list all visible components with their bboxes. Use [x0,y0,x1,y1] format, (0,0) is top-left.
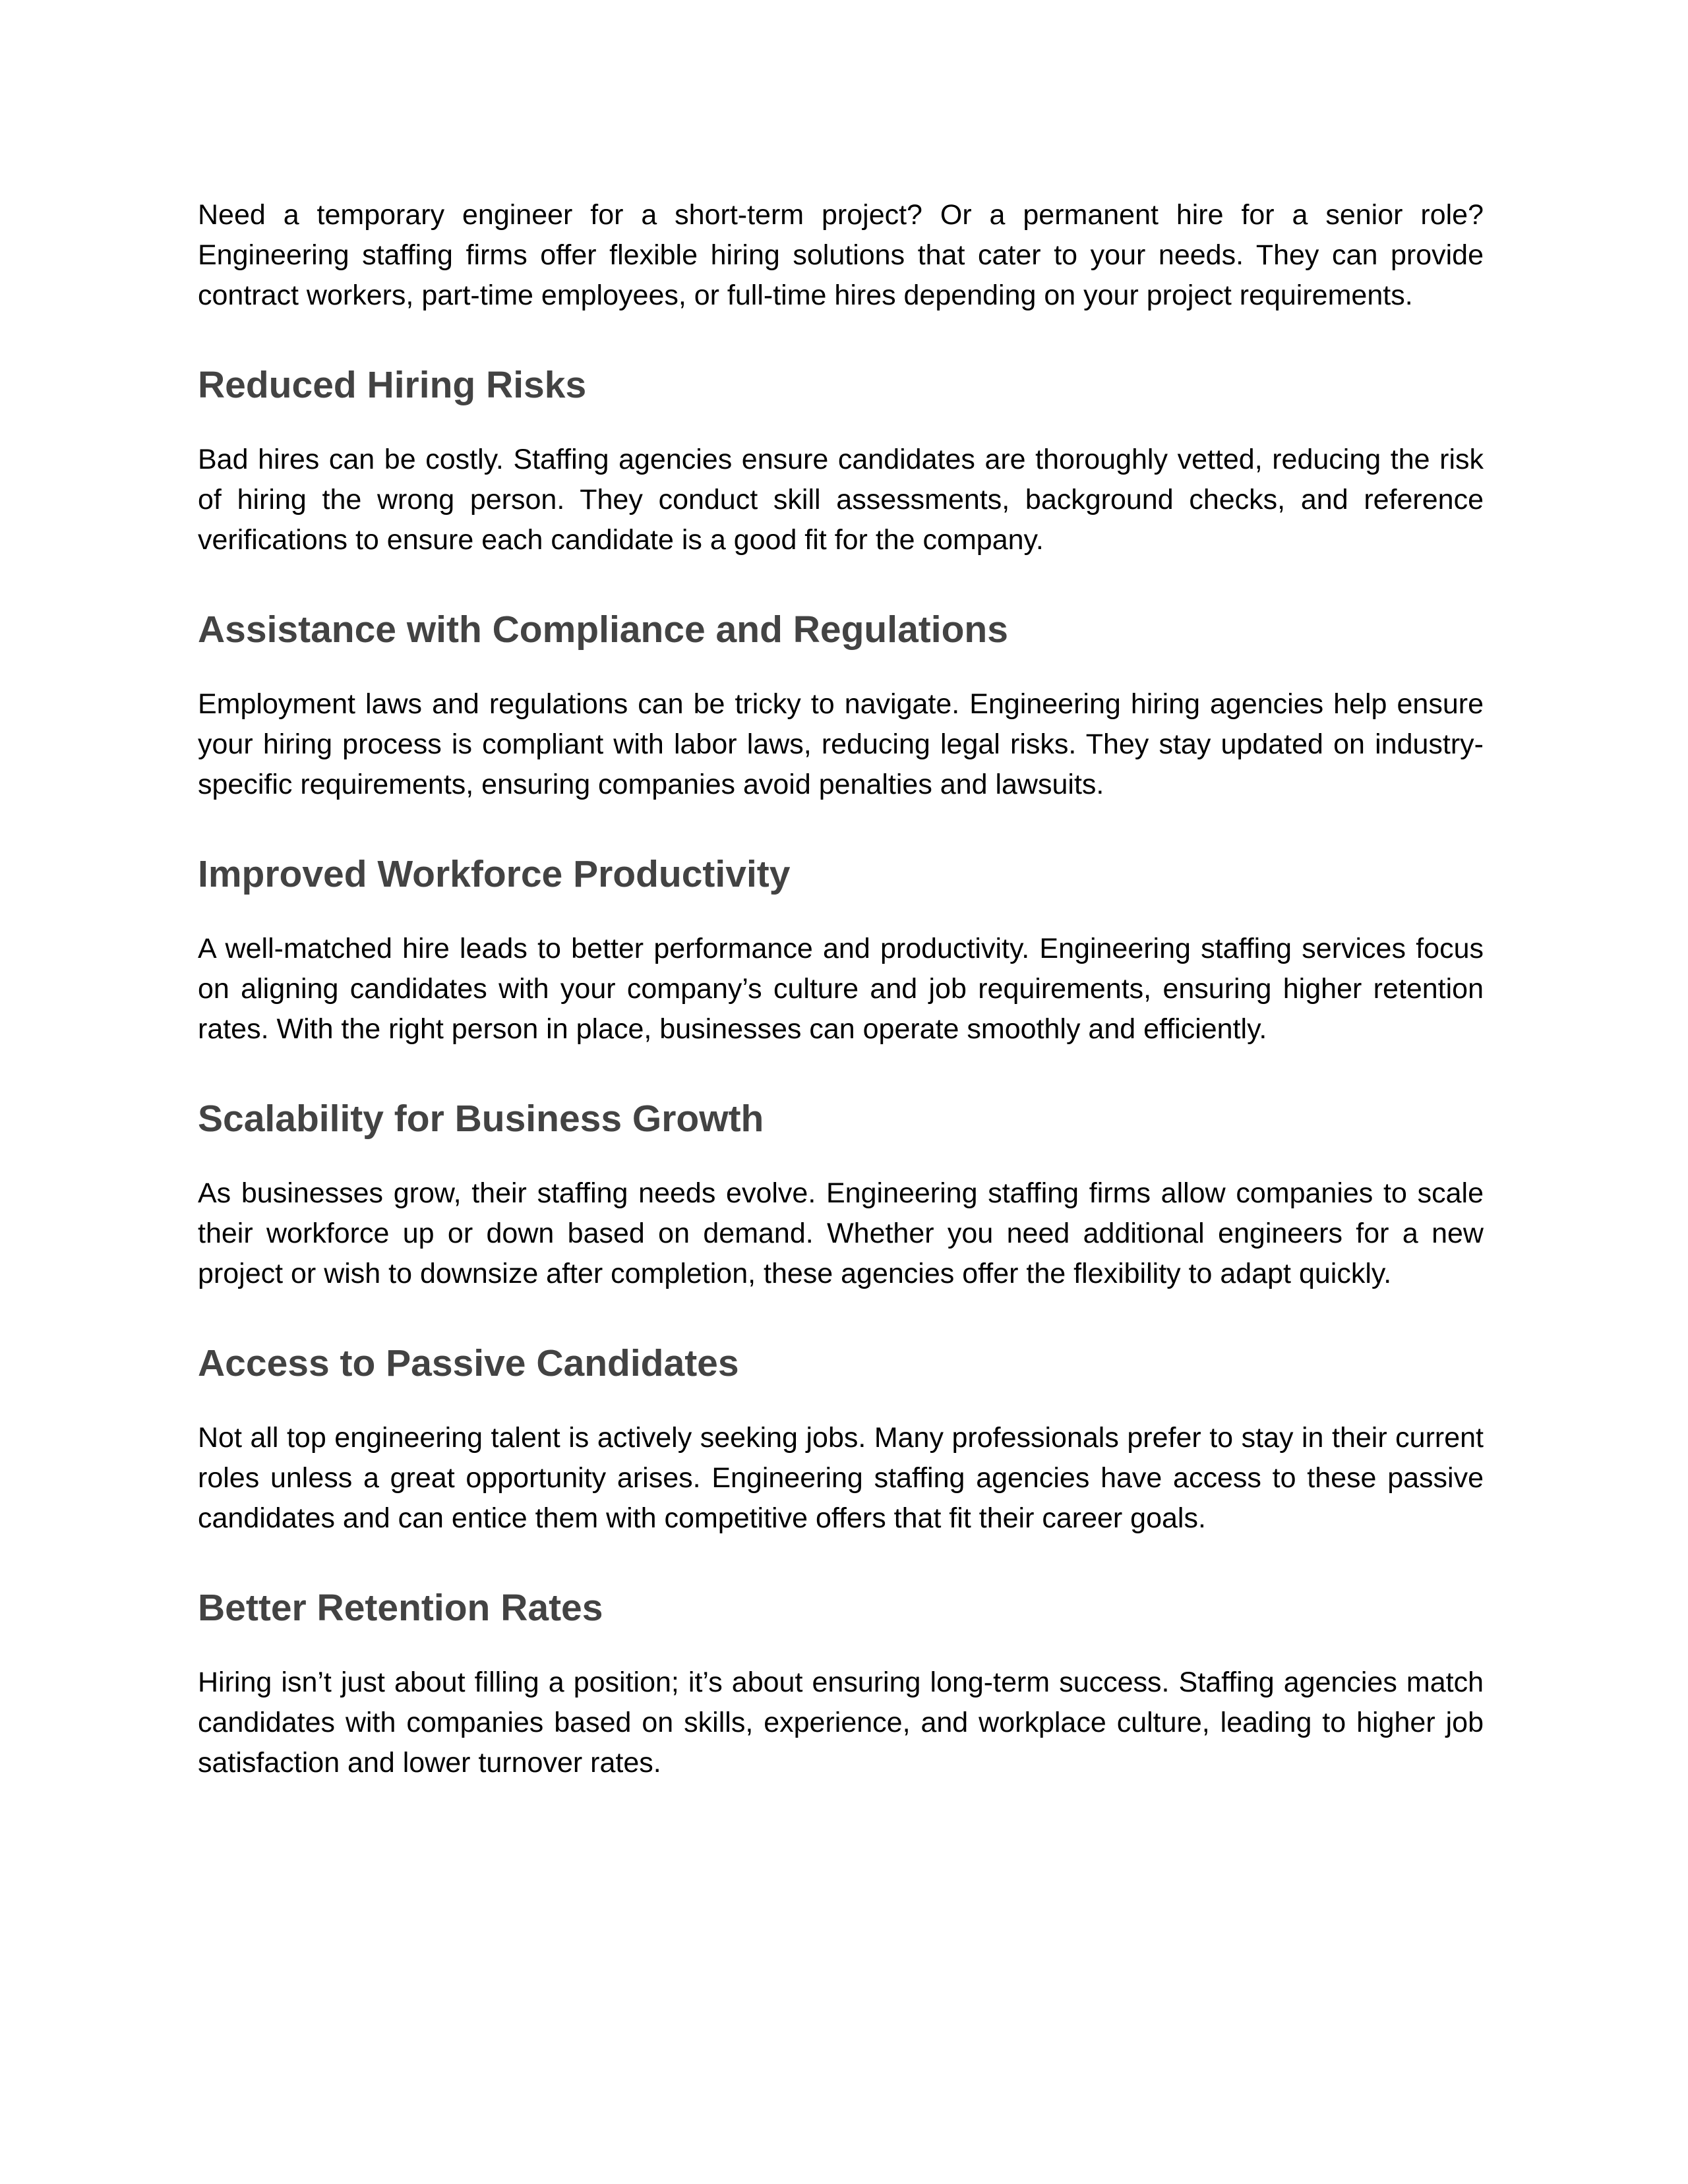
section-paragraph: As businesses grow, their staffing needs evolve. Engineering staffing firms allow companies to scale their workforce up or down based on demand. Whether you need additional engineers for a new project or wish to downsize after completion, these agencies offer the flexibility to adapt quickly. [198,1177,1484,1289]
section-heading: Improved Workforce Productivity [198,853,791,895]
section-heading: Reduced Hiring Risks [198,364,587,406]
section-reduced-hiring-risks [198,362,1484,560]
section-passive-candidates [198,1340,1484,1539]
document-page [198,195,1484,1783]
section-heading: Access to Passive Candidates [198,1342,739,1384]
section-paragraph: Not all top engineering talent is actively seeking jobs. Many professionals prefer to stay in their current roles unless a great opportunity arises. Engineering staffing agencies have access to these passive candidates and can entice them with competitive offers that fit their career goals. [198,1422,1484,1534]
section-heading: Assistance with Compliance and Regulations [198,608,1008,651]
section-heading: Scalability for Business Growth [198,1098,764,1140]
section-retention-rates [198,1585,1484,1783]
intro-paragraph: Need a temporary engineer for a short-term project? Or a permanent hire for a senior role? Engineering staffing firms offer flexible hiring solutions that cater to your needs. They can provide contract workers, part-time employees, or full-time hires depending on your project requirements. [198,199,1484,311]
section-workforce-productivity [198,851,1484,1049]
section-paragraph: Bad hires can be costly. Staffing agencies ensure candidates are thoroughly vetted, reducing the risk of hiring the wrong person. They conduct skill assessments, background checks, and reference verifications to ensure each candidate is a good fit for the company. [198,444,1484,556]
section-heading: Better Retention Rates [198,1587,603,1629]
section-paragraph: Hiring isn’t just about filling a position; it’s about ensuring long-term success. Staffing agencies match candidates with companies based on skills, experience, and workplace culture, leading to higher job satisfaction and lower turnover rates. [198,1667,1484,1779]
section-paragraph: A well-matched hire leads to better performance and productivity. Engineering staffing services focus on aligning candidates with your company’s culture and job requirements, ensuring higher retention rates. With the right person in place, businesses can operate smoothly and efficiently. [198,933,1484,1045]
section-paragraph: Employment laws and regulations can be tricky to navigate. Engineering hiring agencies help ensure your hiring process is compliant with labor laws, reducing legal risks. They stay updated on industry-specific requirements, ensuring companies avoid penalties and lawsuits. [198,688,1484,800]
section-compliance-regulations [198,606,1484,805]
section-scalability [198,1096,1484,1294]
